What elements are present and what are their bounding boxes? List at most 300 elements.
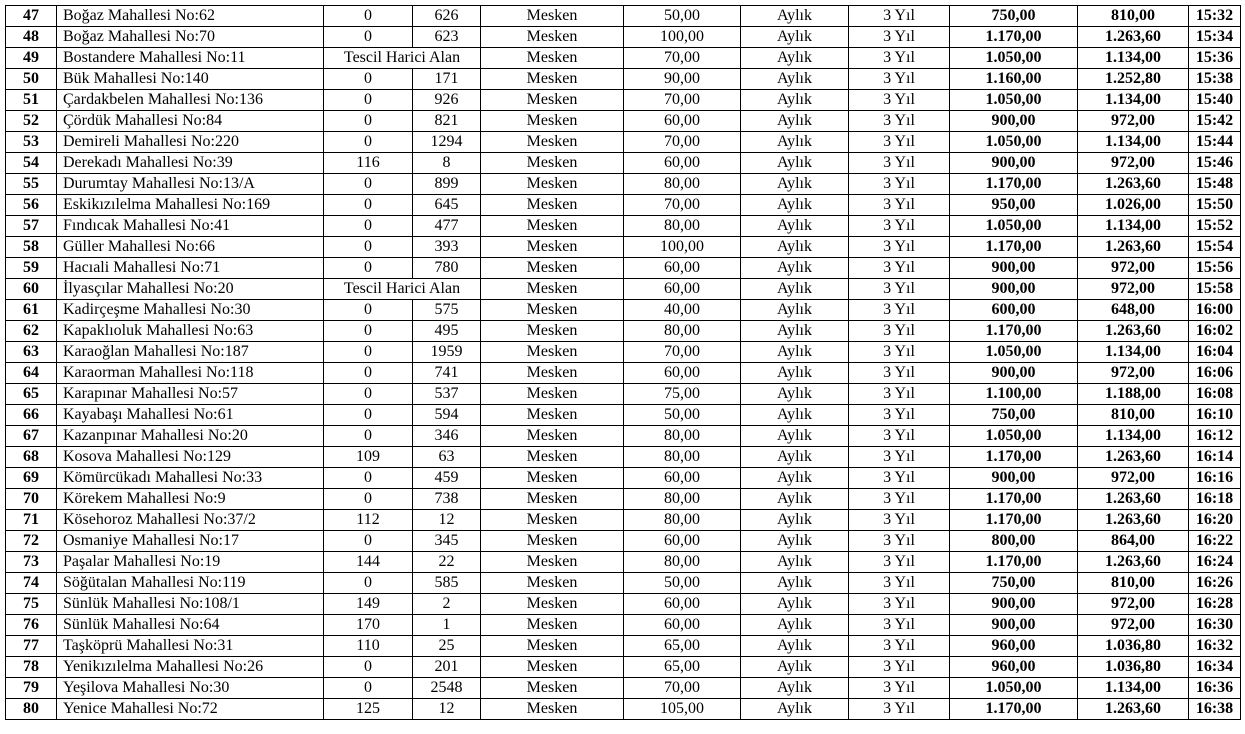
- table-body: [6, 6, 1241, 720]
- area-cell: 100,00: [624, 237, 741, 258]
- table-row: [6, 363, 1241, 384]
- base-price-cell: 1.170,00: [950, 552, 1078, 573]
- row-number-cell: 59: [6, 258, 57, 279]
- tender-time-cell: 16:22: [1189, 531, 1241, 552]
- parcel-cell: 25: [413, 636, 481, 657]
- payment-period-cell: Aylık: [741, 594, 849, 615]
- area-cell: 50,00: [624, 573, 741, 594]
- base-price-cell: 900,00: [950, 111, 1078, 132]
- base-price-cell: 900,00: [950, 279, 1078, 300]
- block-cell: 0: [324, 363, 413, 384]
- payment-period-cell: Aylık: [741, 468, 849, 489]
- block-cell: 0: [324, 342, 413, 363]
- area-cell: 70,00: [624, 132, 741, 153]
- tender-time-cell: 15:36: [1189, 48, 1241, 69]
- row-number-cell: 69: [6, 468, 57, 489]
- block-cell: 116: [324, 153, 413, 174]
- usage-type-cell: Mesken: [481, 363, 624, 384]
- tender-time-cell: 16:36: [1189, 678, 1241, 699]
- payment-period-cell: Aylık: [741, 552, 849, 573]
- usage-type-cell: Mesken: [481, 636, 624, 657]
- parcel-cell: 899: [413, 174, 481, 195]
- block-cell: 0: [324, 258, 413, 279]
- payment-period-cell: Aylık: [741, 69, 849, 90]
- tender-time-cell: 16:04: [1189, 342, 1241, 363]
- parcel-cell: 1: [413, 615, 481, 636]
- address-cell: İlyasçılar Mahallesi No:20: [57, 279, 324, 300]
- parcel-cell: 12: [413, 699, 481, 720]
- tender-time-cell: 16:02: [1189, 321, 1241, 342]
- table-row: [6, 300, 1241, 321]
- payment-period-cell: Aylık: [741, 132, 849, 153]
- lease-term-cell: 3 Yıl: [849, 6, 950, 27]
- area-cell: 60,00: [624, 531, 741, 552]
- row-number-cell: 72: [6, 531, 57, 552]
- table-row: [6, 258, 1241, 279]
- block-cell: 0: [324, 216, 413, 237]
- area-cell: 60,00: [624, 279, 741, 300]
- area-cell: 80,00: [624, 447, 741, 468]
- price-with-vat-cell: 1.134,00: [1078, 132, 1189, 153]
- parcel-cell: 780: [413, 258, 481, 279]
- address-cell: Bostandere Mahallesi No:11: [57, 48, 324, 69]
- usage-type-cell: Mesken: [481, 405, 624, 426]
- area-cell: 60,00: [624, 153, 741, 174]
- payment-period-cell: Aylık: [741, 153, 849, 174]
- row-number-cell: 80: [6, 699, 57, 720]
- parcel-cell: 345: [413, 531, 481, 552]
- usage-type-cell: Mesken: [481, 69, 624, 90]
- usage-type-cell: Mesken: [481, 174, 624, 195]
- block-cell: 0: [324, 678, 413, 699]
- usage-type-cell: Mesken: [481, 132, 624, 153]
- tender-time-cell: 16:34: [1189, 657, 1241, 678]
- row-number-cell: 54: [6, 153, 57, 174]
- lease-term-cell: 3 Yıl: [849, 279, 950, 300]
- table-row: [6, 279, 1241, 300]
- price-with-vat-cell: 1.263,60: [1078, 321, 1189, 342]
- usage-type-cell: Mesken: [481, 384, 624, 405]
- price-with-vat-cell: 1.263,60: [1078, 510, 1189, 531]
- address-cell: Yeşilova Mahallesi No:30: [57, 678, 324, 699]
- lease-term-cell: 3 Yıl: [849, 531, 950, 552]
- price-with-vat-cell: 972,00: [1078, 279, 1189, 300]
- usage-type-cell: Mesken: [481, 615, 624, 636]
- row-number-cell: 52: [6, 111, 57, 132]
- area-cell: 70,00: [624, 90, 741, 111]
- lease-term-cell: 3 Yıl: [849, 132, 950, 153]
- table-row: [6, 552, 1241, 573]
- block-cell: 0: [324, 321, 413, 342]
- block-cell: 0: [324, 573, 413, 594]
- row-number-cell: 61: [6, 300, 57, 321]
- price-with-vat-cell: 1.263,60: [1078, 27, 1189, 48]
- usage-type-cell: Mesken: [481, 531, 624, 552]
- tender-time-cell: 16:38: [1189, 699, 1241, 720]
- table-row: [6, 489, 1241, 510]
- address-cell: Hacıali Mahallesi No:71: [57, 258, 324, 279]
- table-row: [6, 615, 1241, 636]
- address-cell: Kosova Mahallesi No:129: [57, 447, 324, 468]
- parcel-cell: 393: [413, 237, 481, 258]
- lease-term-cell: 3 Yıl: [849, 384, 950, 405]
- area-cell: 75,00: [624, 384, 741, 405]
- base-price-cell: 960,00: [950, 636, 1078, 657]
- parcel-cell: 537: [413, 384, 481, 405]
- address-cell: Yenikızılelma Mahallesi No:26: [57, 657, 324, 678]
- lease-term-cell: 3 Yıl: [849, 27, 950, 48]
- parcel-cell: 495: [413, 321, 481, 342]
- tender-time-cell: 16:20: [1189, 510, 1241, 531]
- base-price-cell: 1.170,00: [950, 174, 1078, 195]
- block-cell: 0: [324, 6, 413, 27]
- parcel-cell: 477: [413, 216, 481, 237]
- usage-type-cell: Mesken: [481, 111, 624, 132]
- lease-term-cell: 3 Yıl: [849, 342, 950, 363]
- tender-time-cell: 16:08: [1189, 384, 1241, 405]
- payment-period-cell: Aylık: [741, 678, 849, 699]
- address-cell: Boğaz Mahallesi No:70: [57, 27, 324, 48]
- price-with-vat-cell: 1.263,60: [1078, 699, 1189, 720]
- block-cell: 0: [324, 237, 413, 258]
- row-number-cell: 64: [6, 363, 57, 384]
- parcel-cell: 2: [413, 594, 481, 615]
- payment-period-cell: Aylık: [741, 27, 849, 48]
- table-row: [6, 27, 1241, 48]
- address-cell: Durumtay Mahallesi No:13/A: [57, 174, 324, 195]
- usage-type-cell: Mesken: [481, 426, 624, 447]
- block-cell: 0: [324, 132, 413, 153]
- row-number-cell: 49: [6, 48, 57, 69]
- payment-period-cell: Aylık: [741, 48, 849, 69]
- table-row: [6, 531, 1241, 552]
- area-cell: 100,00: [624, 27, 741, 48]
- area-cell: 80,00: [624, 552, 741, 573]
- usage-type-cell: Mesken: [481, 657, 624, 678]
- parcel-cell: 738: [413, 489, 481, 510]
- table-row: [6, 636, 1241, 657]
- price-with-vat-cell: 810,00: [1078, 573, 1189, 594]
- base-price-cell: 750,00: [950, 6, 1078, 27]
- parcel-cell: 585: [413, 573, 481, 594]
- area-cell: 70,00: [624, 342, 741, 363]
- parcel-cell: 1294: [413, 132, 481, 153]
- table-row: [6, 69, 1241, 90]
- payment-period-cell: Aylık: [741, 615, 849, 636]
- table-row: [6, 321, 1241, 342]
- tender-time-cell: 16:06: [1189, 363, 1241, 384]
- parcel-cell: 459: [413, 468, 481, 489]
- area-cell: 70,00: [624, 48, 741, 69]
- parcel-cell: 594: [413, 405, 481, 426]
- row-number-cell: 76: [6, 615, 57, 636]
- price-with-vat-cell: 810,00: [1078, 6, 1189, 27]
- usage-type-cell: Mesken: [481, 195, 624, 216]
- table-row: [6, 699, 1241, 720]
- row-number-cell: 51: [6, 90, 57, 111]
- address-cell: Karaoğlan Mahallesi No:187: [57, 342, 324, 363]
- lease-term-cell: 3 Yıl: [849, 447, 950, 468]
- tender-time-cell: 16:32: [1189, 636, 1241, 657]
- block-cell: Tescil Harici Alan: [324, 48, 481, 69]
- payment-period-cell: Aylık: [741, 447, 849, 468]
- parcel-cell: 63: [413, 447, 481, 468]
- address-cell: Körekem Mahallesi No:9: [57, 489, 324, 510]
- row-number-cell: 62: [6, 321, 57, 342]
- payment-period-cell: Aylık: [741, 174, 849, 195]
- usage-type-cell: Mesken: [481, 678, 624, 699]
- lease-term-cell: 3 Yıl: [849, 594, 950, 615]
- area-cell: 80,00: [624, 489, 741, 510]
- table-row: [6, 216, 1241, 237]
- block-cell: Tescil Harici Alan: [324, 279, 481, 300]
- base-price-cell: 1.050,00: [950, 678, 1078, 699]
- payment-period-cell: Aylık: [741, 195, 849, 216]
- area-cell: 60,00: [624, 615, 741, 636]
- price-with-vat-cell: 1.134,00: [1078, 48, 1189, 69]
- address-cell: Yenice Mahallesi No:72: [57, 699, 324, 720]
- base-price-cell: 1.170,00: [950, 447, 1078, 468]
- row-number-cell: 66: [6, 405, 57, 426]
- price-with-vat-cell: 972,00: [1078, 363, 1189, 384]
- lease-term-cell: 3 Yıl: [849, 678, 950, 699]
- base-price-cell: 1.050,00: [950, 48, 1078, 69]
- table-row: [6, 90, 1241, 111]
- lease-term-cell: 3 Yıl: [849, 111, 950, 132]
- price-with-vat-cell: 810,00: [1078, 405, 1189, 426]
- row-number-cell: 60: [6, 279, 57, 300]
- table-row: [6, 657, 1241, 678]
- base-price-cell: 900,00: [950, 258, 1078, 279]
- price-with-vat-cell: 1.134,00: [1078, 90, 1189, 111]
- base-price-cell: 750,00: [950, 573, 1078, 594]
- tender-time-cell: 16:26: [1189, 573, 1241, 594]
- tender-time-cell: 15:52: [1189, 216, 1241, 237]
- area-cell: 60,00: [624, 111, 741, 132]
- tender-time-cell: 16:00: [1189, 300, 1241, 321]
- address-cell: Demireli Mahallesi No:220: [57, 132, 324, 153]
- tender-time-cell: 16:16: [1189, 468, 1241, 489]
- base-price-cell: 1.050,00: [950, 342, 1078, 363]
- address-cell: Paşalar Mahallesi No:19: [57, 552, 324, 573]
- row-number-cell: 71: [6, 510, 57, 531]
- row-number-cell: 63: [6, 342, 57, 363]
- table-row: [6, 195, 1241, 216]
- address-cell: Çardakbelen Mahallesi No:136: [57, 90, 324, 111]
- usage-type-cell: Mesken: [481, 573, 624, 594]
- block-cell: 0: [324, 426, 413, 447]
- area-cell: 80,00: [624, 510, 741, 531]
- table-row: [6, 510, 1241, 531]
- lease-term-cell: 3 Yıl: [849, 699, 950, 720]
- price-with-vat-cell: 972,00: [1078, 468, 1189, 489]
- base-price-cell: 960,00: [950, 657, 1078, 678]
- base-price-cell: 600,00: [950, 300, 1078, 321]
- parcel-cell: 645: [413, 195, 481, 216]
- usage-type-cell: Mesken: [481, 321, 624, 342]
- area-cell: 70,00: [624, 678, 741, 699]
- parcel-cell: 2548: [413, 678, 481, 699]
- address-cell: Karapınar Mahallesi No:57: [57, 384, 324, 405]
- base-price-cell: 1.050,00: [950, 216, 1078, 237]
- parcel-cell: 575: [413, 300, 481, 321]
- lease-term-cell: 3 Yıl: [849, 468, 950, 489]
- base-price-cell: 1.160,00: [950, 69, 1078, 90]
- block-cell: 0: [324, 195, 413, 216]
- tender-table: [5, 5, 1241, 720]
- block-cell: 112: [324, 510, 413, 531]
- area-cell: 105,00: [624, 699, 741, 720]
- tender-time-cell: 16:30: [1189, 615, 1241, 636]
- payment-period-cell: Aylık: [741, 279, 849, 300]
- payment-period-cell: Aylık: [741, 426, 849, 447]
- row-number-cell: 75: [6, 594, 57, 615]
- price-with-vat-cell: 1.263,60: [1078, 174, 1189, 195]
- price-with-vat-cell: 1.263,60: [1078, 447, 1189, 468]
- block-cell: 0: [324, 384, 413, 405]
- usage-type-cell: Mesken: [481, 300, 624, 321]
- row-number-cell: 78: [6, 657, 57, 678]
- row-number-cell: 77: [6, 636, 57, 657]
- usage-type-cell: Mesken: [481, 699, 624, 720]
- payment-period-cell: Aylık: [741, 6, 849, 27]
- table-row: [6, 237, 1241, 258]
- usage-type-cell: Mesken: [481, 6, 624, 27]
- table-row: [6, 384, 1241, 405]
- base-price-cell: 1.050,00: [950, 90, 1078, 111]
- tender-time-cell: 15:54: [1189, 237, 1241, 258]
- price-with-vat-cell: 1.036,80: [1078, 636, 1189, 657]
- address-cell: Kömürcükadı Mahallesi No:33: [57, 468, 324, 489]
- table-row: [6, 405, 1241, 426]
- address-cell: Güller Mahallesi No:66: [57, 237, 324, 258]
- base-price-cell: 900,00: [950, 468, 1078, 489]
- base-price-cell: 1.170,00: [950, 237, 1078, 258]
- block-cell: 0: [324, 90, 413, 111]
- address-cell: Kadirçeşme Mahallesi No:30: [57, 300, 324, 321]
- address-cell: Kazanpınar Mahallesi No:20: [57, 426, 324, 447]
- tender-time-cell: 15:34: [1189, 27, 1241, 48]
- row-number-cell: 74: [6, 573, 57, 594]
- parcel-cell: 201: [413, 657, 481, 678]
- lease-term-cell: 3 Yıl: [849, 237, 950, 258]
- address-cell: Taşköprü Mahallesi No:31: [57, 636, 324, 657]
- payment-period-cell: Aylık: [741, 258, 849, 279]
- base-price-cell: 900,00: [950, 363, 1078, 384]
- payment-period-cell: Aylık: [741, 342, 849, 363]
- parcel-cell: 741: [413, 363, 481, 384]
- price-with-vat-cell: 1.252,80: [1078, 69, 1189, 90]
- block-cell: 0: [324, 468, 413, 489]
- parcel-cell: 22: [413, 552, 481, 573]
- block-cell: 144: [324, 552, 413, 573]
- parcel-cell: 623: [413, 27, 481, 48]
- area-cell: 50,00: [624, 405, 741, 426]
- base-price-cell: 1.170,00: [950, 321, 1078, 342]
- payment-period-cell: Aylık: [741, 510, 849, 531]
- row-number-cell: 48: [6, 27, 57, 48]
- price-with-vat-cell: 1.263,60: [1078, 552, 1189, 573]
- base-price-cell: 950,00: [950, 195, 1078, 216]
- usage-type-cell: Mesken: [481, 27, 624, 48]
- table-row: [6, 468, 1241, 489]
- usage-type-cell: Mesken: [481, 258, 624, 279]
- area-cell: 80,00: [624, 174, 741, 195]
- price-with-vat-cell: 972,00: [1078, 615, 1189, 636]
- price-with-vat-cell: 1.263,60: [1078, 489, 1189, 510]
- address-cell: Eskikızılelma Mahallesi No:169: [57, 195, 324, 216]
- price-with-vat-cell: 1.134,00: [1078, 216, 1189, 237]
- block-cell: 0: [324, 300, 413, 321]
- tender-time-cell: 15:58: [1189, 279, 1241, 300]
- table-row: [6, 678, 1241, 699]
- price-with-vat-cell: 1.263,60: [1078, 237, 1189, 258]
- lease-term-cell: 3 Yıl: [849, 69, 950, 90]
- table-row: [6, 153, 1241, 174]
- usage-type-cell: Mesken: [481, 510, 624, 531]
- row-number-cell: 53: [6, 132, 57, 153]
- block-cell: 0: [324, 111, 413, 132]
- payment-period-cell: Aylık: [741, 111, 849, 132]
- payment-period-cell: Aylık: [741, 636, 849, 657]
- price-with-vat-cell: 972,00: [1078, 153, 1189, 174]
- area-cell: 80,00: [624, 426, 741, 447]
- row-number-cell: 57: [6, 216, 57, 237]
- payment-period-cell: Aylık: [741, 384, 849, 405]
- base-price-cell: 900,00: [950, 594, 1078, 615]
- payment-period-cell: Aylık: [741, 573, 849, 594]
- lease-term-cell: 3 Yıl: [849, 258, 950, 279]
- lease-term-cell: 3 Yıl: [849, 426, 950, 447]
- block-cell: 110: [324, 636, 413, 657]
- block-cell: 0: [324, 174, 413, 195]
- tender-time-cell: 16:28: [1189, 594, 1241, 615]
- usage-type-cell: Mesken: [481, 279, 624, 300]
- area-cell: 60,00: [624, 468, 741, 489]
- address-cell: Söğütalan Mahallesi No:119: [57, 573, 324, 594]
- tender-time-cell: 15:46: [1189, 153, 1241, 174]
- parcel-cell: 1959: [413, 342, 481, 363]
- parcel-cell: 821: [413, 111, 481, 132]
- tender-time-cell: 16:14: [1189, 447, 1241, 468]
- base-price-cell: 1.170,00: [950, 27, 1078, 48]
- row-number-cell: 79: [6, 678, 57, 699]
- usage-type-cell: Mesken: [481, 468, 624, 489]
- lease-term-cell: 3 Yıl: [849, 363, 950, 384]
- parcel-cell: 346: [413, 426, 481, 447]
- tender-time-cell: 15:44: [1189, 132, 1241, 153]
- row-number-cell: 67: [6, 426, 57, 447]
- payment-period-cell: Aylık: [741, 489, 849, 510]
- row-number-cell: 70: [6, 489, 57, 510]
- base-price-cell: 1.170,00: [950, 699, 1078, 720]
- table-row: [6, 447, 1241, 468]
- payment-period-cell: Aylık: [741, 300, 849, 321]
- block-cell: 109: [324, 447, 413, 468]
- lease-term-cell: 3 Yıl: [849, 636, 950, 657]
- block-cell: 0: [324, 531, 413, 552]
- area-cell: 80,00: [624, 216, 741, 237]
- table-row: [6, 573, 1241, 594]
- price-with-vat-cell: 864,00: [1078, 531, 1189, 552]
- address-cell: Kayabaşı Mahallesi No:61: [57, 405, 324, 426]
- usage-type-cell: Mesken: [481, 594, 624, 615]
- parcel-cell: 171: [413, 69, 481, 90]
- lease-term-cell: 3 Yıl: [849, 552, 950, 573]
- table-row: [6, 111, 1241, 132]
- address-cell: Boğaz Mahallesi No:62: [57, 6, 324, 27]
- payment-period-cell: Aylık: [741, 321, 849, 342]
